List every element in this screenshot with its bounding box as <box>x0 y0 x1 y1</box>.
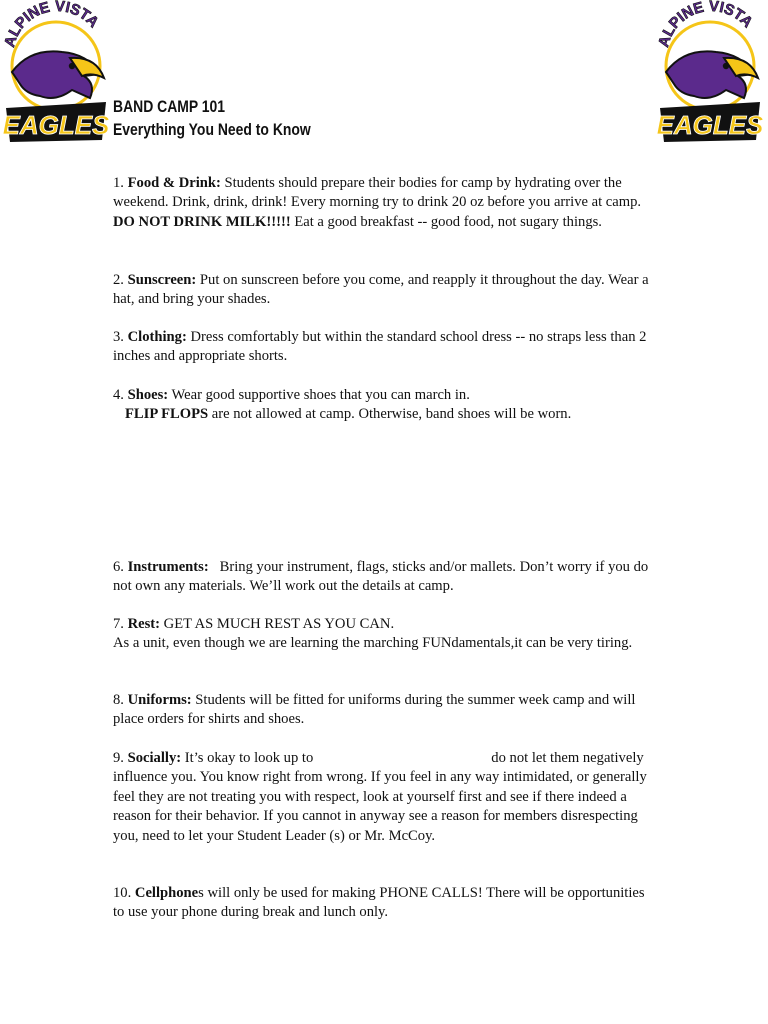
item-label-tail: s <box>198 885 204 901</box>
item-text: As a unit, even though we are learning the marching FUNdamentals,it can be very tiring. <box>113 635 633 652</box>
item-text: Dress comfortably but within the standard school dress -- no straps less than 2 inches and appropriate shorts. <box>113 329 647 365</box>
title-line-1: BAND CAMP 101 <box>113 97 226 116</box>
item-instruments <box>113 558 653 597</box>
item-label: Uniforms: <box>127 692 192 708</box>
item-text: Students should prepare their bodies for camp by hydrating over the weekend. Drink, drink, drink! Every morning try to drink 20 oz before you arrive at camp. <box>113 175 642 211</box>
svg-text:ALPINE VISTA <box>655 0 756 49</box>
item-text: It’s okay to look up to <box>181 750 314 766</box>
item-emphasis: FLIP FLOPS <box>125 406 209 423</box>
item-label: Cellphone <box>134 885 199 901</box>
item-text: are not allowed at camp. Otherwise, band shoes will be worn. <box>208 406 572 423</box>
item-number: 8. <box>113 692 124 708</box>
item-food-drink <box>113 174 653 232</box>
item-number: 4. <box>113 387 124 403</box>
item-number: 10. <box>113 885 132 901</box>
logo-top-text: ALPINE VISTA <box>655 0 756 50</box>
item-label: Socially: <box>127 750 182 766</box>
item-number: 6. <box>113 559 124 575</box>
item-text: do not let them negatively influence you. You know right from wrong. If you feel in any way intimidated, or generally feel they are not treating you with respect, look at yourself first and see if there indeed a reason for their behavior. If you cannot in anyway see a reason for members disrespecting you, need to let your Student Leader (s) or Mr. McCoy. <box>113 750 647 844</box>
item-number: 3. <box>113 329 124 345</box>
item-shoes <box>113 386 653 425</box>
title-line-2: Everything You Need to Know <box>113 120 311 139</box>
item-label: Shoes: <box>127 387 169 403</box>
eagles-logo-right <box>654 0 766 144</box>
item-text: Eat a good breakfast -- good food, not sugary things. <box>290 213 602 230</box>
item-number: 1. <box>113 175 124 191</box>
document-title <box>113 95 311 141</box>
logo-banner-text: EAGLES <box>656 110 764 140</box>
item-number: 9. <box>113 750 124 766</box>
item-clothing <box>113 328 653 367</box>
item-label: Clothing: <box>127 329 187 345</box>
item-rest <box>113 615 653 654</box>
item-emphasis: DO NOT DRINK MILK!!!!! <box>113 213 291 230</box>
item-number: 2. <box>113 272 124 288</box>
eagles-logo-left <box>0 0 112 144</box>
logo-top-text: ALPINE VISTA <box>1 0 102 50</box>
item-socially <box>113 749 653 846</box>
item-cellphones <box>113 884 653 923</box>
item-text: GET AS MUCH REST AS YOU CAN. <box>160 616 395 632</box>
item-label: Food & Drink: <box>127 175 221 191</box>
item-text: Put on sunscreen before you come, and reapply it throughout the day. Wear a hat, and bring your shades. <box>113 272 649 308</box>
item-text: will only be used for making PHONE CALLS! There will be opportunities to use your phone during break and lunch only. <box>113 885 645 921</box>
item-label: Sunscreen: <box>127 272 197 288</box>
item-text: Students will be fitted for uniforms during the summer week camp and will place orders for shirts and shoes. <box>113 692 636 728</box>
item-number: 7. <box>113 616 124 632</box>
logo-banner-text: EAGLES <box>2 110 110 140</box>
item-uniforms <box>113 691 653 730</box>
item-sunscreen <box>113 271 653 310</box>
item-text: Bring your instrument, flags, sticks and/or mallets. Don’t worry if you do not own any materials. We’ll work out the details at camp. <box>113 559 652 595</box>
item-text: Wear good supportive shoes that you can march in. <box>168 387 470 403</box>
item-label: Instruments: <box>127 559 209 575</box>
svg-text:ALPINE VISTA <box>1 0 102 49</box>
item-label: Rest: <box>127 616 161 632</box>
